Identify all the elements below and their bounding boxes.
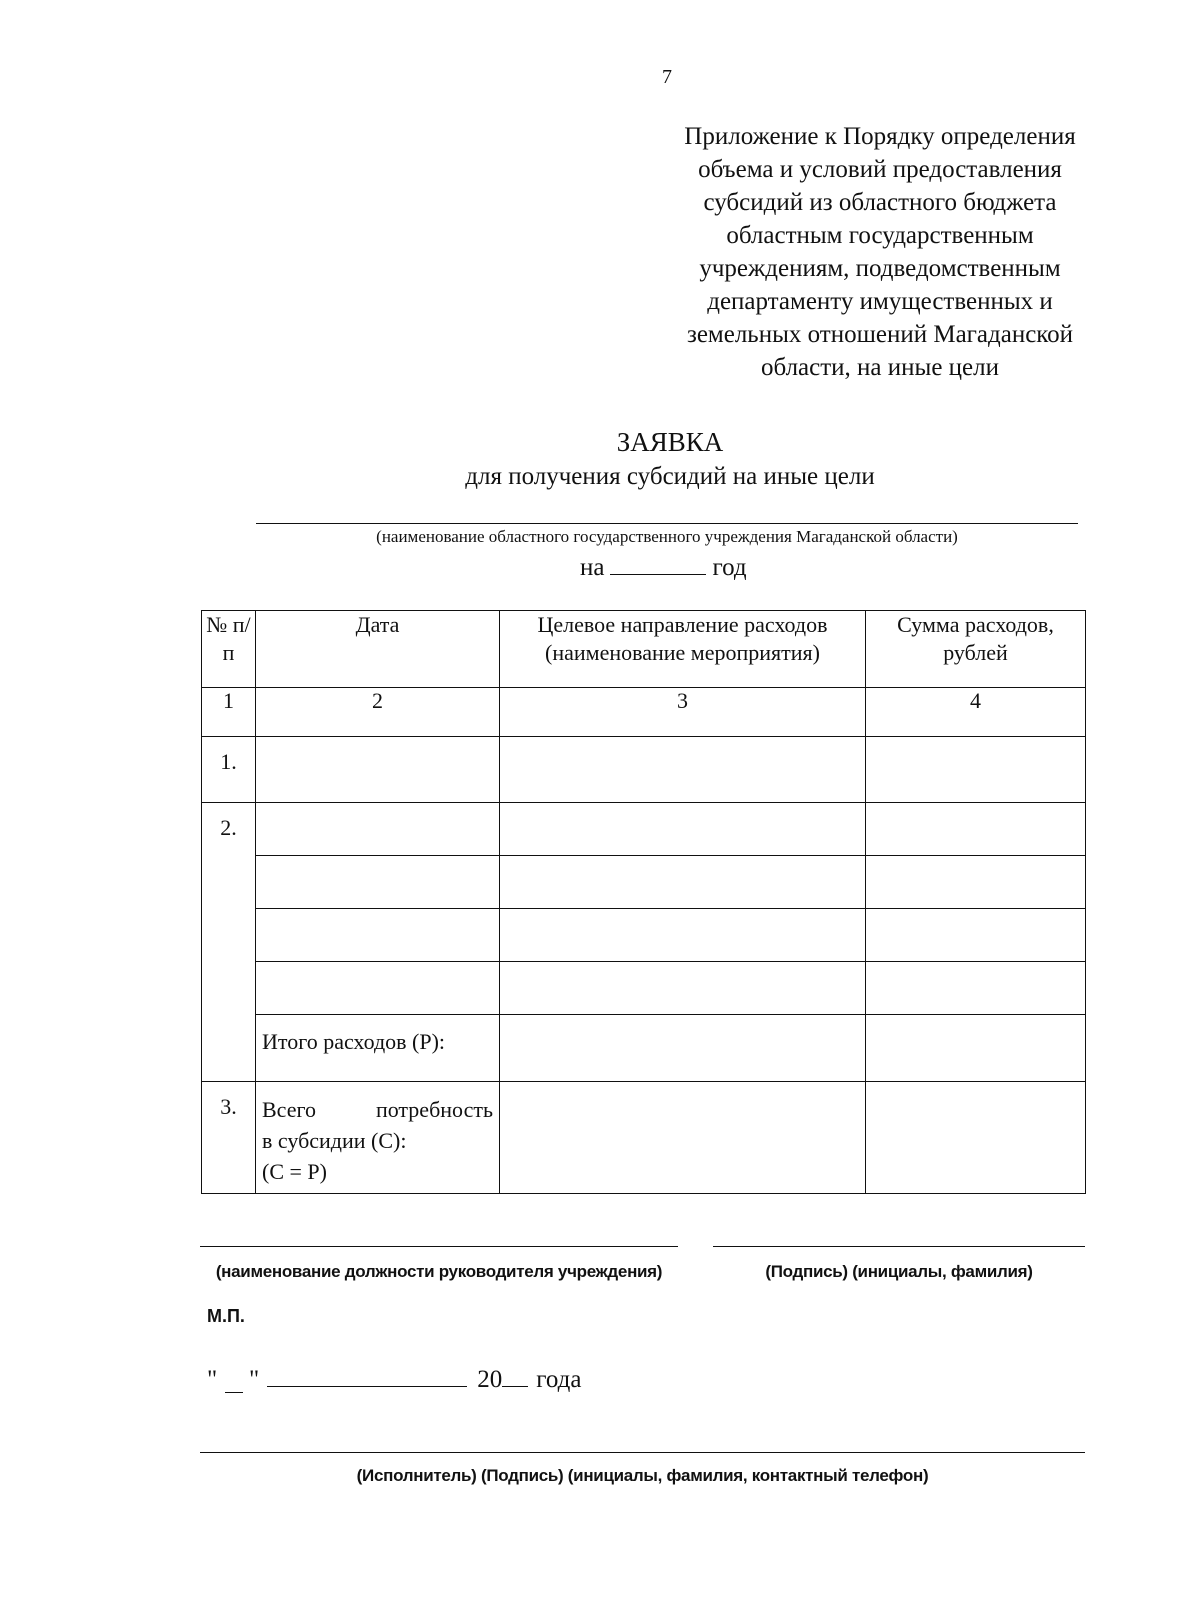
appendix-line: субсидий из областного бюджета [703,189,1057,216]
executor-caption: (Исполнитель) (Подпись) (инициалы, фамилия, контактный телефон) [356,1466,929,1485]
row-number: 3. [202,1082,256,1194]
table-row [202,909,1086,962]
header-num: № п/п [202,611,256,688]
need-label-word: потребность [375,1097,493,1122]
date-row [207,1362,581,1394]
date-cell[interactable] [256,803,500,856]
document-title: ЗАЯВКА [616,427,724,457]
appendix-line: области, на иные цели [760,354,1000,381]
purpose-cell[interactable] [500,856,866,909]
date-cell[interactable] [256,962,500,1015]
quote-close: " [249,1366,260,1393]
table-row [202,803,1086,856]
year-line [580,552,747,582]
header-date: Дата [256,611,500,688]
table-header-row [202,611,1086,688]
expenses-table [201,610,1086,1194]
month-field[interactable] [267,1362,467,1387]
appendix-line: учреждениям, подведомственным [699,255,1061,282]
amount-cell[interactable] [866,962,1086,1015]
date-cell[interactable] [256,737,500,803]
amount-cell[interactable] [866,737,1086,803]
year-prefix: на [580,554,605,581]
row-number: 2. [202,803,256,1082]
appendix-line: объема и условий предоставления [698,156,1062,183]
quote-open: " [207,1366,218,1393]
day-blank[interactable] [225,1392,243,1393]
amount-cell[interactable] [866,909,1086,962]
year-short-field[interactable] [502,1366,528,1387]
appendix-line: Приложение к Порядку определения [684,123,1076,150]
need-label-formula: (С = Р) [262,1159,327,1184]
position-caption: (наименование должности руководителя учреждения) [215,1262,663,1281]
year-field[interactable] [610,552,706,575]
position-field-line[interactable] [200,1246,678,1247]
column-number: 1 [202,688,256,737]
purpose-cell[interactable] [500,737,866,803]
need-label [256,1082,500,1194]
document-subtitle: для получения субсидий на иные цели [465,463,875,490]
appendix-line: областным государственным [726,222,1034,249]
stamp-placeholder: М.П. [207,1306,245,1326]
purpose-cell[interactable] [500,962,866,1015]
row-number: 1. [202,737,256,803]
need-label-line: в субсидии (С): [262,1128,407,1153]
total-label: Итого расходов (Р): [256,1015,500,1082]
appendix-line: земельных отношений Магаданской [686,321,1074,348]
executor-field-line[interactable] [200,1452,1085,1453]
column-number: 4 [866,688,1086,737]
table-row [202,737,1086,803]
need-row [202,1082,1086,1194]
org-name-field-line[interactable] [256,523,1078,524]
org-name-caption: (наименование областного государственного учреждения Магаданской области) [376,527,958,546]
signature-field-line[interactable] [713,1246,1085,1247]
purpose-cell[interactable] [500,909,866,962]
total-purpose-cell[interactable] [500,1015,866,1082]
total-amount-cell[interactable] [866,1015,1086,1082]
need-amount-cell[interactable] [866,1082,1086,1194]
year-prefix-20: 20 [477,1366,503,1393]
amount-cell[interactable] [866,803,1086,856]
header-amount: Сумма расходов, рублей [866,611,1086,688]
table-row [202,856,1086,909]
page-number: 7 [662,66,672,88]
purpose-cell[interactable] [500,803,866,856]
signature-caption: (Подпись) (инициалы, фамилия) [765,1262,1033,1281]
date-cell[interactable] [256,909,500,962]
appendix-line: департаменту имущественных и [707,288,1053,315]
total-row [202,1015,1086,1082]
year-suffix: год [712,554,747,581]
table-row [202,962,1086,1015]
column-number: 2 [256,688,500,737]
need-purpose-cell[interactable] [500,1082,866,1194]
column-number-row [202,688,1086,737]
column-number: 3 [500,688,866,737]
header-purpose: Целевое направление расходов (наименование мероприятия) [500,611,866,688]
year-word: года [536,1366,582,1393]
need-label-word: Всего [262,1097,316,1122]
day-field[interactable] [207,1366,261,1394]
appendix-note [655,120,1105,384]
date-cell[interactable] [256,856,500,909]
amount-cell[interactable] [866,856,1086,909]
